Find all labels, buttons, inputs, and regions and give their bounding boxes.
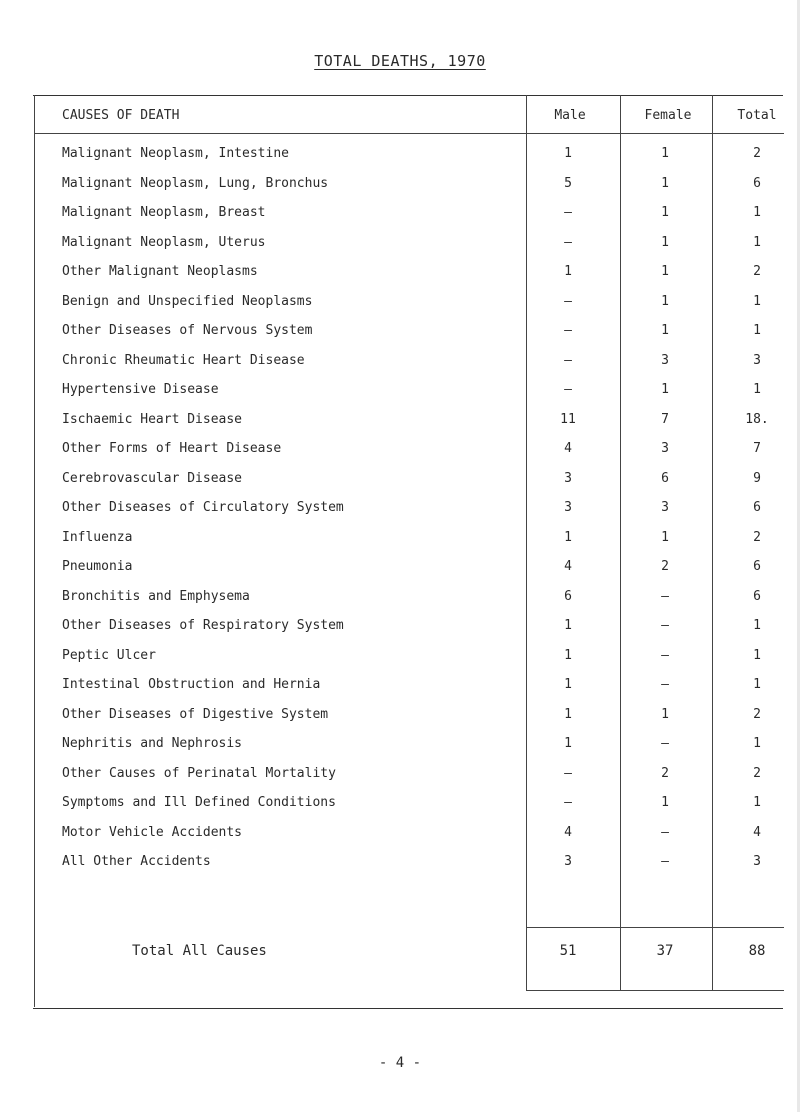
male-cell: 1 [564,146,572,161]
female-cell: – [661,618,669,633]
female-cell: 1 [661,323,669,338]
header-total: Total [737,108,777,123]
total-cell: 2 [753,146,761,161]
page-number: - 4 - [378,1055,422,1071]
total-cell: 1 [753,205,761,220]
cause-cell: Other Forms of Heart Disease [62,441,282,456]
totals-label: Total All Causes [132,943,267,959]
total-cell: 1 [753,323,761,338]
total-cell: 6 [753,500,761,515]
female-cell: 1 [661,175,669,191]
female-cell: 1 [661,234,669,250]
total-cell: 2 [753,706,761,722]
male-cell: 4 [564,559,572,574]
table-row [0,146,800,171]
male-cell: – [564,765,572,781]
male-cell: 3 [564,470,572,486]
cause-cell: Chronic Rheumatic Heart Disease [62,352,305,368]
cause-cell: Pneumonia [62,559,133,574]
table-row [0,648,800,673]
female-cell: – [661,588,669,604]
female-cell: 1 [661,205,669,220]
cause-cell: Malignant Neoplasm, Breast [62,205,266,220]
cause-cell: Influenza [62,529,133,545]
female-cell: 6 [661,470,669,486]
header-divider [34,133,784,134]
total-cell: 7 [753,441,761,456]
male-cell: – [564,352,572,368]
male-cell: 1 [564,706,572,722]
cause-cell: Benign and Unspecified Neoplasms [62,293,313,309]
male-cell: 6 [564,588,572,604]
female-cell: 7 [661,411,669,427]
total-cell: 6 [753,175,761,191]
female-cell: 3 [661,500,669,515]
female-cell: – [661,824,669,840]
table-row [0,264,800,289]
table-row [0,500,800,525]
total-cell: 1 [753,618,761,633]
cause-cell: Other Diseases of Circulatory System [62,500,344,515]
total-cell: 1 [753,382,761,397]
female-cell: 3 [661,441,669,456]
table-row [0,530,800,555]
totals-bottom-divider [526,990,784,991]
total-cell: 2 [753,765,761,781]
total-cell: 18. [745,411,769,427]
total-cell: 4 [753,824,761,840]
female-cell: 1 [661,706,669,722]
female-cell: 1 [661,146,669,161]
header-female: Female [644,108,692,123]
page-title: TOTAL DEATHS, 1970 [314,52,486,70]
cause-cell: Other Causes of Perinatal Mortality [62,765,336,781]
table-row [0,441,800,466]
cause-cell: Malignant Neoplasm, Intestine [62,146,289,161]
table-row [0,766,800,791]
cause-cell: Hypertensive Disease [62,382,219,397]
cause-cell: Other Diseases of Nervous System [62,323,313,338]
male-cell: 3 [564,500,572,515]
cause-cell: Other Diseases of Digestive System [62,706,329,722]
male-cell: 4 [564,824,572,840]
table-row [0,205,800,230]
female-cell: – [661,736,669,751]
female-cell: – [661,854,669,869]
table-row [0,176,800,201]
cause-cell: Nephritis and Nephrosis [62,736,243,751]
male-cell: – [564,795,572,810]
female-cell: 3 [661,352,669,368]
total-cell: 3 [753,854,761,869]
total-cell: 1 [753,234,761,250]
table-row [0,294,800,319]
table-row [0,235,800,260]
table-row [0,736,800,761]
male-cell: – [564,293,572,309]
male-cell: 4 [564,441,572,456]
cause-cell: Motor Vehicle Accidents [62,824,243,840]
table-row [0,412,800,437]
total-cell: 3 [753,352,761,368]
table-row [0,589,800,614]
cause-cell: Bronchitis and Emphysema [62,588,250,604]
total-cell: 6 [753,588,761,604]
total-cell: 1 [753,647,761,663]
totals-total: 88 [748,943,766,959]
male-cell: 3 [564,854,572,869]
male-cell: – [564,205,572,220]
total-cell: 2 [753,264,761,279]
female-cell: 1 [661,795,669,810]
cause-cell: Peptic Ulcer [62,647,156,663]
table-row [0,382,800,407]
table-row [0,471,800,496]
male-cell: 1 [564,677,572,692]
female-cell: 1 [661,382,669,397]
table-row [0,825,800,850]
totals-female: 37 [656,943,674,959]
table-row [0,677,800,702]
header-causes: CAUSES OF DEATH [62,108,180,123]
male-cell: – [564,234,572,250]
female-cell: 1 [661,293,669,309]
total-cell: 1 [753,293,761,309]
total-cell: 1 [753,677,761,692]
female-cell: 1 [661,264,669,279]
cause-cell: Cerebrovascular Disease [62,470,243,486]
cause-cell: Ischaemic Heart Disease [62,411,243,427]
table-row [0,707,800,732]
cause-cell: Malignant Neoplasm, Lung, Bronchus [62,175,329,191]
table-row [0,323,800,348]
cause-cell: All Other Accidents [62,854,211,869]
female-cell: 1 [661,529,669,545]
table-row [0,559,800,584]
cause-cell: Symptoms and Ill Defined Conditions [62,795,336,810]
table-row [0,618,800,643]
total-cell: 2 [753,529,761,545]
total-cell: 1 [753,795,761,810]
cause-cell: Other Diseases of Respiratory System [62,618,344,633]
total-cell: 6 [753,559,761,574]
totals-male: 51 [559,943,577,959]
total-cell: 9 [753,470,761,486]
female-cell: – [661,647,669,663]
male-cell: 1 [564,647,572,663]
totals-top-divider [526,927,784,928]
male-cell: 1 [564,529,572,545]
male-cell: – [564,382,572,397]
female-cell: 2 [661,559,669,574]
male-cell: 1 [564,736,572,751]
table-row [0,353,800,378]
male-cell: 11 [560,411,576,427]
table-row [0,854,800,879]
cause-cell: Other Malignant Neoplasms [62,264,258,279]
female-cell: 2 [661,765,669,781]
male-cell: – [564,323,572,338]
cause-cell: Intestinal Obstruction and Hernia [62,677,321,692]
male-cell: 1 [564,618,572,633]
cause-cell: Malignant Neoplasm, Uterus [62,234,266,250]
male-cell: 1 [564,264,572,279]
table-row [0,795,800,820]
total-cell: 1 [753,736,761,751]
female-cell: – [661,677,669,692]
male-cell: 5 [564,175,572,191]
header-male: Male [554,108,586,123]
